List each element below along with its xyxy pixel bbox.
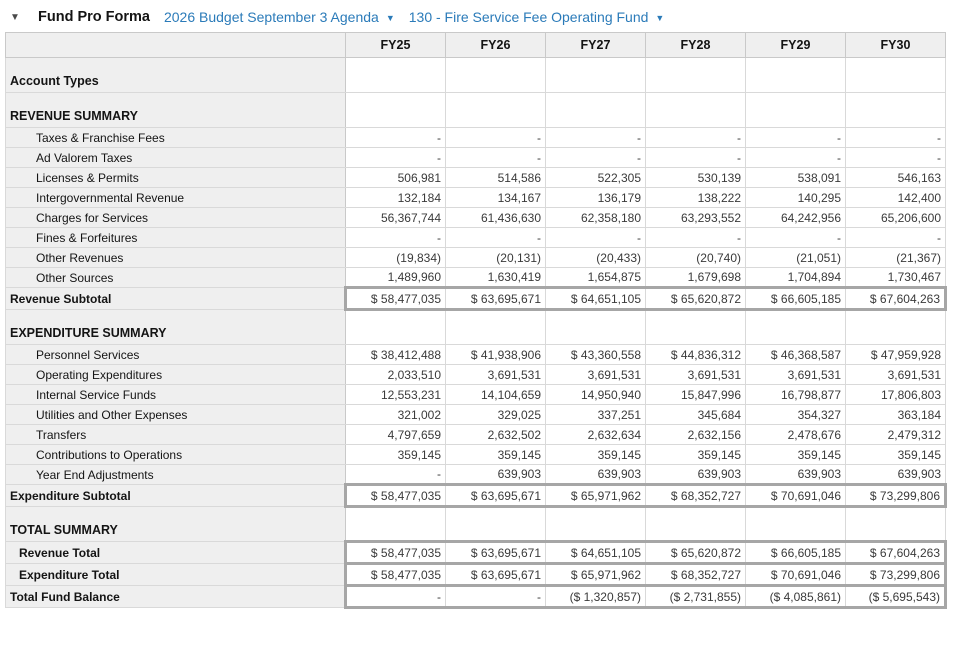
- cell-total-fund-balance-fy29: ($ 4,085,861): [746, 586, 846, 608]
- cell-total-summary-fy30: [846, 507, 946, 542]
- table-row-other-revenues: [6, 248, 946, 268]
- table-row-revenue-total: [6, 542, 946, 564]
- cell-intergovernmental-revenue-fy30: 142,400: [846, 188, 946, 208]
- cell-transfers-fy29: 2,478,676: [746, 425, 846, 445]
- cell-licenses-permits-fy25: 506,981: [346, 168, 446, 188]
- cell-transfers-fy28: 2,632,156: [646, 425, 746, 445]
- cell-revenue-subtotal-fy28: $ 65,620,872: [646, 288, 746, 310]
- cell-other-sources-fy26: 1,630,419: [446, 268, 546, 288]
- cell-revenue-total-fy25: $ 58,477,035: [346, 542, 446, 564]
- cell-revenue-subtotal-fy30: $ 67,604,263: [846, 288, 946, 310]
- table-row-personnel-services: [6, 345, 946, 365]
- table-row-total-summary: [6, 507, 946, 542]
- table-row-total-fund-balance: [6, 586, 946, 608]
- row-label-revenue-total: Revenue Total: [6, 542, 346, 564]
- cell-operating-expenditures-fy29: 3,691,531: [746, 365, 846, 385]
- row-label-operating-expenditures: Operating Expenditures: [6, 365, 346, 385]
- cell-contributions-to-operations-fy28: 359,145: [646, 445, 746, 465]
- cell-contributions-to-operations-fy29: 359,145: [746, 445, 846, 465]
- column-header-fy30: FY30: [846, 33, 946, 58]
- cell-expenditure-total-fy30: $ 73,299,806: [846, 564, 946, 586]
- cell-total-fund-balance-fy25: -: [346, 586, 446, 608]
- cell-account-types-fy27: [546, 58, 646, 93]
- row-label-expenditure-summary: EXPENDITURE SUMMARY: [6, 310, 346, 345]
- row-label-charges-for-services: Charges for Services: [6, 208, 346, 228]
- column-header-fy28: FY28: [646, 33, 746, 58]
- cell-revenue-summary-fy27: [546, 93, 646, 128]
- row-label-revenue-summary: REVENUE SUMMARY: [6, 93, 346, 128]
- cell-other-sources-fy27: 1,654,875: [546, 268, 646, 288]
- table-row-other-sources: [6, 268, 946, 288]
- cell-intergovernmental-revenue-fy27: 136,179: [546, 188, 646, 208]
- cell-ad-valorem-taxes-fy29: -: [746, 148, 846, 168]
- cell-other-revenues-fy29: (21,051): [746, 248, 846, 268]
- column-header-fy27: FY27: [546, 33, 646, 58]
- cell-revenue-summary-fy25: [346, 93, 446, 128]
- column-header-fy29: FY29: [746, 33, 846, 58]
- cell-fines-forfeitures-fy29: -: [746, 228, 846, 248]
- table-row-utilities-and-other-expenses: [6, 405, 946, 425]
- cell-revenue-total-fy30: $ 67,604,263: [846, 542, 946, 564]
- cell-expenditure-summary-fy29: [746, 310, 846, 345]
- cell-total-summary-fy29: [746, 507, 846, 542]
- cell-transfers-fy30: 2,479,312: [846, 425, 946, 445]
- row-label-expenditure-total: Expenditure Total: [6, 564, 346, 586]
- cell-other-revenues-fy26: (20,131): [446, 248, 546, 268]
- cell-licenses-permits-fy29: 538,091: [746, 168, 846, 188]
- cell-charges-for-services-fy25: 56,367,744: [346, 208, 446, 228]
- cell-operating-expenditures-fy25: 2,033,510: [346, 365, 446, 385]
- row-label-ad-valorem-taxes: Ad Valorem Taxes: [6, 148, 346, 168]
- table-row-revenue-summary: [6, 93, 946, 128]
- cell-expenditure-total-fy28: $ 68,352,727: [646, 564, 746, 586]
- chevron-down-icon: ▼: [655, 13, 665, 23]
- cell-utilities-and-other-expenses-fy29: 354,327: [746, 405, 846, 425]
- cell-revenue-subtotal-fy27: $ 64,651,105: [546, 288, 646, 310]
- table-row-expenditure-total: [6, 564, 946, 586]
- top-bar: [0, 0, 957, 32]
- cell-account-types-fy28: [646, 58, 746, 93]
- cell-total-summary-fy27: [546, 507, 646, 542]
- cell-fines-forfeitures-fy30: -: [846, 228, 946, 248]
- cell-personnel-services-fy25: $ 38,412,488: [346, 345, 446, 365]
- cell-expenditure-summary-fy26: [446, 310, 546, 345]
- cell-other-revenues-fy28: (20,740): [646, 248, 746, 268]
- cell-internal-service-funds-fy27: 14,950,940: [546, 385, 646, 405]
- cell-utilities-and-other-expenses-fy30: 363,184: [846, 405, 946, 425]
- cell-utilities-and-other-expenses-fy28: 345,684: [646, 405, 746, 425]
- cell-total-summary-fy25: [346, 507, 446, 542]
- cell-total-summary-fy26: [446, 507, 546, 542]
- chevron-down-icon: ▼: [385, 13, 395, 23]
- budget-version-dropdown[interactable]: [164, 9, 395, 25]
- cell-fines-forfeitures-fy27: -: [546, 228, 646, 248]
- cell-utilities-and-other-expenses-fy25: 321,002: [346, 405, 446, 425]
- table-row-transfers: [6, 425, 946, 445]
- cell-revenue-total-fy28: $ 65,620,872: [646, 542, 746, 564]
- cell-intergovernmental-revenue-fy29: 140,295: [746, 188, 846, 208]
- column-header-fy26: FY26: [446, 33, 546, 58]
- cell-revenue-summary-fy28: [646, 93, 746, 128]
- cell-contributions-to-operations-fy27: 359,145: [546, 445, 646, 465]
- cell-operating-expenditures-fy27: 3,691,531: [546, 365, 646, 385]
- cell-ad-valorem-taxes-fy27: -: [546, 148, 646, 168]
- cell-ad-valorem-taxes-fy25: -: [346, 148, 446, 168]
- cell-charges-for-services-fy27: 62,358,180: [546, 208, 646, 228]
- cell-internal-service-funds-fy30: 17,806,803: [846, 385, 946, 405]
- cell-expenditure-subtotal-fy28: $ 68,352,727: [646, 485, 746, 507]
- row-label-other-revenues: Other Revenues: [6, 248, 346, 268]
- fund-selector-dropdown[interactable]: [409, 9, 665, 25]
- cell-total-fund-balance-fy28: ($ 2,731,855): [646, 586, 746, 608]
- cell-other-sources-fy29: 1,704,894: [746, 268, 846, 288]
- cell-fines-forfeitures-fy28: -: [646, 228, 746, 248]
- cell-personnel-services-fy28: $ 44,836,312: [646, 345, 746, 365]
- cell-utilities-and-other-expenses-fy26: 329,025: [446, 405, 546, 425]
- row-label-fines-forfeitures: Fines & Forfeitures: [6, 228, 346, 248]
- table-row-contributions-to-operations: [6, 445, 946, 465]
- table-row-licenses-permits: [6, 168, 946, 188]
- collapse-caret-icon[interactable]: ▼: [10, 11, 20, 23]
- table-header: [6, 33, 946, 58]
- cell-revenue-subtotal-fy26: $ 63,695,671: [446, 288, 546, 310]
- cell-revenue-subtotal-fy29: $ 66,605,185: [746, 288, 846, 310]
- cell-charges-for-services-fy29: 64,242,956: [746, 208, 846, 228]
- cell-account-types-fy26: [446, 58, 546, 93]
- table-row-expenditure-subtotal: [6, 485, 946, 507]
- cell-total-fund-balance-fy26: -: [446, 586, 546, 608]
- row-label-licenses-permits: Licenses & Permits: [6, 168, 346, 188]
- row-label-total-fund-balance: Total Fund Balance: [6, 586, 346, 608]
- cell-taxes-franchise-fees-fy29: -: [746, 128, 846, 148]
- cell-contributions-to-operations-fy26: 359,145: [446, 445, 546, 465]
- cell-licenses-permits-fy26: 514,586: [446, 168, 546, 188]
- cell-revenue-total-fy26: $ 63,695,671: [446, 542, 546, 564]
- cell-other-revenues-fy25: (19,834): [346, 248, 446, 268]
- cell-other-sources-fy28: 1,679,698: [646, 268, 746, 288]
- column-header-fy25: FY25: [346, 33, 446, 58]
- cell-year-end-adjustments-fy29: 639,903: [746, 465, 846, 485]
- table-row-taxes-franchise-fees: [6, 128, 946, 148]
- row-label-utilities-and-other-expenses: Utilities and Other Expenses: [6, 405, 346, 425]
- cell-account-types-fy29: [746, 58, 846, 93]
- cell-account-types-fy30: [846, 58, 946, 93]
- cell-expenditure-summary-fy30: [846, 310, 946, 345]
- table-row-fines-forfeitures: [6, 228, 946, 248]
- cell-expenditure-total-fy26: $ 63,695,671: [446, 564, 546, 586]
- cell-expenditure-total-fy29: $ 70,691,046: [746, 564, 846, 586]
- cell-expenditure-summary-fy28: [646, 310, 746, 345]
- pro-forma-table: [5, 32, 947, 609]
- cell-taxes-franchise-fees-fy27: -: [546, 128, 646, 148]
- cell-personnel-services-fy29: $ 46,368,587: [746, 345, 846, 365]
- cell-charges-for-services-fy26: 61,436,630: [446, 208, 546, 228]
- row-label-contributions-to-operations: Contributions to Operations: [6, 445, 346, 465]
- cell-internal-service-funds-fy28: 15,847,996: [646, 385, 746, 405]
- cell-total-fund-balance-fy30: ($ 5,695,543): [846, 586, 946, 608]
- cell-personnel-services-fy26: $ 41,938,906: [446, 345, 546, 365]
- cell-intergovernmental-revenue-fy28: 138,222: [646, 188, 746, 208]
- cell-transfers-fy25: 4,797,659: [346, 425, 446, 445]
- cell-taxes-franchise-fees-fy28: -: [646, 128, 746, 148]
- cell-intergovernmental-revenue-fy25: 132,184: [346, 188, 446, 208]
- cell-total-fund-balance-fy27: ($ 1,320,857): [546, 586, 646, 608]
- cell-personnel-services-fy27: $ 43,360,558: [546, 345, 646, 365]
- cell-transfers-fy27: 2,632,634: [546, 425, 646, 445]
- cell-ad-valorem-taxes-fy30: -: [846, 148, 946, 168]
- cell-taxes-franchise-fees-fy26: -: [446, 128, 546, 148]
- row-label-year-end-adjustments: Year End Adjustments: [6, 465, 346, 485]
- cell-revenue-total-fy29: $ 66,605,185: [746, 542, 846, 564]
- cell-charges-for-services-fy30: 65,206,600: [846, 208, 946, 228]
- cell-other-revenues-fy30: (21,367): [846, 248, 946, 268]
- cell-revenue-total-fy27: $ 64,651,105: [546, 542, 646, 564]
- table-row-intergovernmental-revenue: [6, 188, 946, 208]
- cell-licenses-permits-fy30: 546,163: [846, 168, 946, 188]
- cell-other-revenues-fy27: (20,433): [546, 248, 646, 268]
- cell-ad-valorem-taxes-fy26: -: [446, 148, 546, 168]
- cell-licenses-permits-fy28: 530,139: [646, 168, 746, 188]
- table-row-year-end-adjustments: [6, 465, 946, 485]
- budget-version-label: 2026 Budget September 3 Agenda: [163, 9, 379, 25]
- cell-other-sources-fy30: 1,730,467: [846, 268, 946, 288]
- cell-expenditure-subtotal-fy30: $ 73,299,806: [846, 485, 946, 507]
- cell-contributions-to-operations-fy25: 359,145: [346, 445, 446, 465]
- cell-operating-expenditures-fy28: 3,691,531: [646, 365, 746, 385]
- cell-year-end-adjustments-fy28: 639,903: [646, 465, 746, 485]
- row-label-personnel-services: Personnel Services: [6, 345, 346, 365]
- row-label-other-sources: Other Sources: [6, 268, 346, 288]
- cell-expenditure-total-fy27: $ 65,971,962: [546, 564, 646, 586]
- cell-expenditure-summary-fy25: [346, 310, 446, 345]
- cell-revenue-summary-fy29: [746, 93, 846, 128]
- cell-revenue-summary-fy30: [846, 93, 946, 128]
- cell-expenditure-total-fy25: $ 58,477,035: [346, 564, 446, 586]
- row-label-internal-service-funds: Internal Service Funds: [6, 385, 346, 405]
- table-row-revenue-subtotal: [6, 288, 946, 310]
- cell-operating-expenditures-fy30: 3,691,531: [846, 365, 946, 385]
- page-title: Fund Pro Forma: [38, 9, 150, 25]
- row-label-taxes-franchise-fees: Taxes & Franchise Fees: [6, 128, 346, 148]
- corner-header-cell: [6, 33, 346, 58]
- row-label-intergovernmental-revenue: Intergovernmental Revenue: [6, 188, 346, 208]
- cell-internal-service-funds-fy25: 12,553,231: [346, 385, 446, 405]
- cell-year-end-adjustments-fy30: 639,903: [846, 465, 946, 485]
- cell-expenditure-subtotal-fy25: $ 58,477,035: [346, 485, 446, 507]
- row-label-revenue-subtotal: Revenue Subtotal: [6, 288, 346, 310]
- cell-expenditure-summary-fy27: [546, 310, 646, 345]
- cell-internal-service-funds-fy26: 14,104,659: [446, 385, 546, 405]
- cell-expenditure-subtotal-fy27: $ 65,971,962: [546, 485, 646, 507]
- table-row-operating-expenditures: [6, 365, 946, 385]
- fund-selector-label: 130 - Fire Service Fee Operating Fund: [408, 9, 649, 25]
- cell-revenue-subtotal-fy25: $ 58,477,035: [346, 288, 446, 310]
- table-row-expenditure-summary: [6, 310, 946, 345]
- cell-expenditure-subtotal-fy26: $ 63,695,671: [446, 485, 546, 507]
- cell-revenue-summary-fy26: [446, 93, 546, 128]
- row-label-expenditure-subtotal: Expenditure Subtotal: [6, 485, 346, 507]
- cell-utilities-and-other-expenses-fy27: 337,251: [546, 405, 646, 425]
- cell-expenditure-subtotal-fy29: $ 70,691,046: [746, 485, 846, 507]
- cell-contributions-to-operations-fy30: 359,145: [846, 445, 946, 465]
- table-row-account-types: [6, 58, 946, 93]
- table-row-charges-for-services: [6, 208, 946, 228]
- cell-account-types-fy25: [346, 58, 446, 93]
- table-row-internal-service-funds: [6, 385, 946, 405]
- row-label-transfers: Transfers: [6, 425, 346, 445]
- cell-year-end-adjustments-fy25: -: [346, 465, 446, 485]
- cell-internal-service-funds-fy29: 16,798,877: [746, 385, 846, 405]
- cell-year-end-adjustments-fy26: 639,903: [446, 465, 546, 485]
- cell-other-sources-fy25: 1,489,960: [346, 268, 446, 288]
- cell-licenses-permits-fy27: 522,305: [546, 168, 646, 188]
- cell-taxes-franchise-fees-fy25: -: [346, 128, 446, 148]
- cell-fines-forfeitures-fy25: -: [346, 228, 446, 248]
- cell-ad-valorem-taxes-fy28: -: [646, 148, 746, 168]
- cell-personnel-services-fy30: $ 47,959,928: [846, 345, 946, 365]
- cell-year-end-adjustments-fy27: 639,903: [546, 465, 646, 485]
- row-label-account-types: Account Types: [6, 58, 346, 93]
- cell-charges-for-services-fy28: 63,293,552: [646, 208, 746, 228]
- row-label-total-summary: TOTAL SUMMARY: [6, 507, 346, 542]
- cell-intergovernmental-revenue-fy26: 134,167: [446, 188, 546, 208]
- cell-transfers-fy26: 2,632,502: [446, 425, 546, 445]
- cell-operating-expenditures-fy26: 3,691,531: [446, 365, 546, 385]
- column-header-row: [6, 33, 946, 58]
- cell-taxes-franchise-fees-fy30: -: [846, 128, 946, 148]
- table-row-ad-valorem-taxes: [6, 148, 946, 168]
- cell-fines-forfeitures-fy26: -: [446, 228, 546, 248]
- cell-total-summary-fy28: [646, 507, 746, 542]
